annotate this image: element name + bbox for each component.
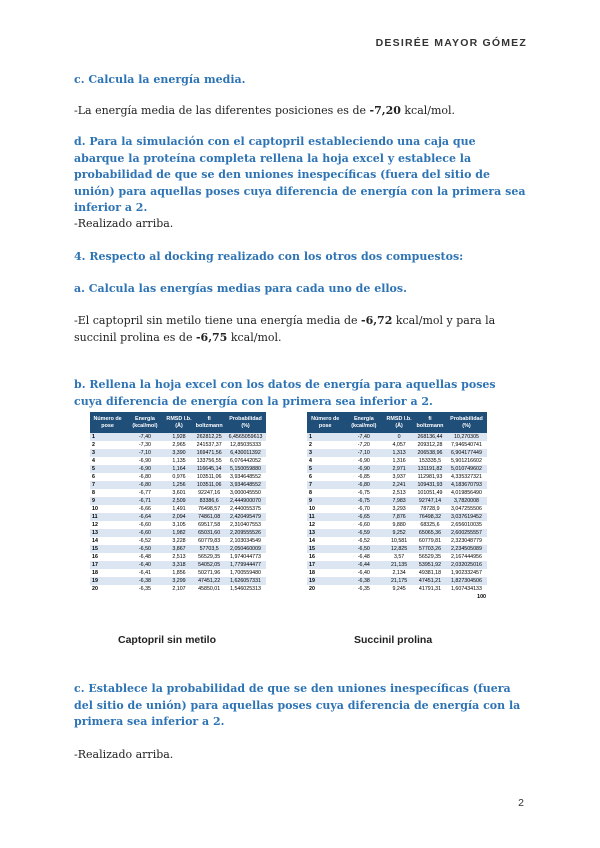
table-cell: -6,38: [343, 577, 384, 585]
table-header-cell: fi boltzmann: [414, 412, 446, 433]
table-cell: 5: [307, 465, 343, 473]
table-cell: -7,10: [343, 449, 384, 457]
table-cell: 15: [90, 545, 125, 553]
table-cell: 9: [307, 497, 343, 505]
table-cell: -6,35: [125, 585, 165, 593]
table-cell: 153335,5: [414, 457, 446, 465]
table-header-cell: Número de pose: [307, 412, 343, 433]
table-cell: 112981,93: [414, 473, 446, 481]
table-cell: 1,135: [165, 457, 194, 465]
table-cell: 2,241: [384, 481, 414, 489]
text-run: -La energía media de las diferentes posiciones es de: [74, 104, 370, 117]
table-cell: 1,779944477: [225, 561, 266, 569]
table-cell: 9,252: [384, 529, 414, 537]
table-cell: 3,228: [165, 537, 194, 545]
section-4-heading: 4. Respecto al docking realizado con los otros dos compuestos:: [74, 250, 464, 263]
table-cell: 21,135: [384, 561, 414, 569]
table-row: [307, 577, 487, 585]
table-cell: 2,509: [165, 497, 194, 505]
table-cell: -6,40: [125, 561, 165, 569]
table-cell: 45850,01: [193, 585, 225, 593]
table-cell: 1,626057331: [225, 577, 266, 585]
table-cell: 7,946540741: [446, 441, 487, 449]
table-cell: 3: [90, 449, 125, 457]
table-cell: 2,032025016: [446, 561, 487, 569]
table-cell: 2,134: [384, 569, 414, 577]
table-row: [307, 513, 487, 521]
table-cell: 1: [307, 433, 343, 441]
table-row: [90, 577, 266, 585]
text-run: -El captopril sin metilo tiene una energía media de: [74, 314, 361, 327]
table-cell: 9,245: [384, 585, 414, 593]
table-cell: 4,019856490: [446, 489, 487, 497]
table-row: [307, 441, 487, 449]
table-cell: [384, 593, 414, 601]
table-cell: 3,318: [165, 561, 194, 569]
table-row: [307, 537, 487, 545]
table-cell: 12,85035333: [225, 441, 266, 449]
table-header-cell: fi boltzmann: [193, 412, 225, 433]
table-cell: 1,313: [384, 449, 414, 457]
table-cell: 12: [307, 521, 343, 529]
captopril-sin-metilo-table: [90, 412, 266, 593]
table-row: [90, 465, 266, 473]
table-row: [307, 449, 487, 457]
table-row: [307, 585, 487, 593]
table-row: [90, 553, 266, 561]
table-cell: 10: [90, 505, 125, 513]
table-row: [307, 481, 487, 489]
table-cell: 10,270305: [446, 433, 487, 441]
table-cell: -6,48: [343, 553, 384, 561]
table-cell: 3,57: [384, 553, 414, 561]
table-cell: 76498,32: [414, 513, 446, 521]
caption-captopril-sin-metilo: Captopril sin metilo: [118, 634, 217, 646]
table-cell: 2,323048779: [446, 537, 487, 545]
table-cell: 76498,57: [193, 505, 225, 513]
table-header-cell: RMSD l.b. (Å): [384, 412, 414, 433]
table-row: [90, 545, 266, 553]
table-cell: -6,64: [125, 513, 165, 521]
table-cell: 47451,21: [414, 577, 446, 585]
table-cell: -6,60: [343, 521, 384, 529]
table-cell: -6,66: [125, 505, 165, 513]
table-cell: -7,20: [343, 441, 384, 449]
section-c2-heading: c. Establece la probabilidad de que se den uniones inespecíficas (fuera del sitio de unión) para aquellas poses cuya diferencia de energía con la primera sea inferior a 2.: [74, 682, 521, 728]
table-cell: -7,40: [343, 433, 384, 441]
table-cell: 3: [307, 449, 343, 457]
table-cell: 3,293: [384, 505, 414, 513]
section-c2-answer: -Realizado arriba.: [74, 748, 174, 761]
table-cell: 13: [307, 529, 343, 537]
table-cell: 169471,56: [193, 449, 225, 457]
text-run: kcal/mol.: [400, 104, 456, 117]
table-row: [307, 521, 487, 529]
table-cell: 17: [307, 561, 343, 569]
table-cell: -6,44: [343, 561, 384, 569]
table-cell: 57703,26: [414, 545, 446, 553]
table-cell: 1,607434133: [446, 585, 487, 593]
table-cell: 2: [307, 441, 343, 449]
table-body: [307, 433, 487, 601]
table-cell: 14: [90, 537, 125, 545]
table-cell: 5,150059880: [225, 465, 266, 473]
table-cell: 47451,22: [193, 577, 225, 585]
table-cell: -6,71: [125, 497, 165, 505]
table-cell: 56529,35: [414, 553, 446, 561]
table-cell: 68325,6: [414, 521, 446, 529]
table-total-row: [307, 593, 487, 601]
table-row: [90, 433, 266, 441]
table-cell: 15: [307, 545, 343, 553]
text-run: kcal/mol y para la succinil prolina es de: [74, 314, 496, 344]
table-header-cell: Energía (kcal/mol): [343, 412, 384, 433]
section-d-heading: d. Para la simulación con el captopril estableciendo una caja que abarque la proteína completa rellena la hoja excel y establece la probabilidad de que se den uniones inespecíficas (fuera del sitio de unión) para aquellas poses cuya diferencia de energía con la primera sea inferior a 2.: [74, 135, 526, 214]
table-row: [90, 529, 266, 537]
table-row: [307, 433, 487, 441]
table-cell: 56529,35: [193, 553, 225, 561]
table-cell: [414, 593, 446, 601]
table-cell: 3,934648552: [225, 473, 266, 481]
table-cell: 2,513: [165, 553, 194, 561]
table-cell: -6,52: [125, 537, 165, 545]
table-cell: 65031,60: [193, 529, 225, 537]
table-row: [90, 585, 266, 593]
table-cell: 53951,92: [414, 561, 446, 569]
table-cell: 3,7820008: [446, 497, 487, 505]
table-cell: 209312,28: [414, 441, 446, 449]
table-cell: 9,880: [384, 521, 414, 529]
table-row: [307, 569, 487, 577]
table-cell: 60779,81: [414, 537, 446, 545]
table-cell: -6,48: [125, 553, 165, 561]
table-cell: 2,234505089: [446, 545, 487, 553]
table-cell: 3,047255506: [446, 505, 487, 513]
table-cell: -6,75: [343, 489, 384, 497]
table-cell: -7,40: [125, 433, 165, 441]
table-header-row: [307, 412, 487, 433]
table-cell: 5,010749602: [446, 465, 487, 473]
table-cell: -6,80: [125, 473, 165, 481]
table-cell: 1,546025313: [225, 585, 266, 593]
table-cell: 18: [307, 569, 343, 577]
table-row: [90, 505, 266, 513]
section-d-answer: -Realizado arriba.: [74, 217, 174, 230]
table-cell: 1,164: [165, 465, 194, 473]
author-header: DESIRÉE MAYOR GÓMEZ: [375, 37, 527, 49]
table-cell: -7,10: [125, 449, 165, 457]
table-row: [307, 529, 487, 537]
table-cell: 2,971: [384, 465, 414, 473]
table-row: [90, 457, 266, 465]
table-cell: 7,983: [384, 497, 414, 505]
table-cell: -6,85: [343, 473, 384, 481]
table-cell: 268136,44: [414, 433, 446, 441]
table-cell: 1,256: [165, 481, 194, 489]
table-cell: 7,876: [384, 513, 414, 521]
table-body: [90, 433, 266, 593]
table-row: [307, 465, 487, 473]
table-cell: 6,430011392: [225, 449, 266, 457]
table-cell: 20: [90, 585, 125, 593]
table-cell: 1,856: [165, 569, 194, 577]
table-cell: 6,076442052: [225, 457, 266, 465]
energy-value: -6,72: [361, 314, 393, 327]
table-header-cell: Probabilidad (%): [446, 412, 487, 433]
table-cell: 5,901216602: [446, 457, 487, 465]
table-cell: 4: [90, 457, 125, 465]
table-cell: 2,656010035: [446, 521, 487, 529]
table-cell: 13: [90, 529, 125, 537]
table-cell: 1,982: [165, 529, 194, 537]
table-cell: 74861,08: [193, 513, 225, 521]
table-cell: 3,601: [165, 489, 194, 497]
table-cell: -6,41: [125, 569, 165, 577]
table-cell: 131191,82: [414, 465, 446, 473]
table-row: [307, 473, 487, 481]
table-cell: -6,65: [343, 513, 384, 521]
table-row: [307, 553, 487, 561]
table-cell: 92747,14: [414, 497, 446, 505]
table-cell: 16: [90, 553, 125, 561]
table-cell: 2,440055375: [225, 505, 266, 513]
table-cell: -6,38: [125, 577, 165, 585]
table-cell: 2,103034549: [225, 537, 266, 545]
table-cell: 7: [90, 481, 125, 489]
table-cell: 0: [384, 433, 414, 441]
table-cell: 1,827304506: [446, 577, 487, 585]
table-header-cell: Probabilidad (%): [225, 412, 266, 433]
table-cell: 20: [307, 585, 343, 593]
table-cell: -6,70: [343, 505, 384, 513]
table-cell: -6,90: [343, 457, 384, 465]
table-cell: 83386,6: [193, 497, 225, 505]
table-cell: 8: [307, 489, 343, 497]
energy-value: -6,75: [195, 330, 228, 344]
table-cell: -6,50: [125, 545, 165, 553]
table-row: [307, 505, 487, 513]
table-row: [307, 457, 487, 465]
table-row: [90, 561, 266, 569]
table-row: [307, 489, 487, 497]
table-cell: 103511,06: [193, 473, 225, 481]
table-cell: -6,40: [343, 569, 384, 577]
table-cell: -6,50: [343, 545, 384, 553]
table-cell: 1,700559480: [225, 569, 266, 577]
table-cell: 2: [90, 441, 125, 449]
table-cell: 1,491: [165, 505, 194, 513]
caption-succinil-prolina: Succinil prolina: [354, 634, 433, 646]
table-cell: 18: [90, 569, 125, 577]
table-cell: 10: [307, 505, 343, 513]
table-cell: 116645,14: [193, 465, 225, 473]
table-cell: 3,037619452: [446, 513, 487, 521]
table-cell: 1,316: [384, 457, 414, 465]
table-cell: 109431,93: [414, 481, 446, 489]
table-cell: 60779,83: [193, 537, 225, 545]
table-cell: 11: [307, 513, 343, 521]
table-cell: 3,299: [165, 577, 194, 585]
table-cell: 92247,16: [193, 489, 225, 497]
table-cell: 50271,96: [193, 569, 225, 577]
table-cell: 2,444900070: [225, 497, 266, 505]
table-cell: 241537,37: [193, 441, 225, 449]
section-b-heading: b. Rellena la hoja excel con los datos de energía para aquellas poses cuya diferencia de energía con la primera sea inferior a 2.: [74, 378, 496, 408]
table-cell: 65065,36: [414, 529, 446, 537]
table-cell: 41791,31: [414, 585, 446, 593]
table-row: [90, 521, 266, 529]
table-cell: 3,105: [165, 521, 194, 529]
table-cell: -6,35: [343, 585, 384, 593]
table-cell: 7: [307, 481, 343, 489]
table-header-cell: RMSD l.b. (Å): [165, 412, 194, 433]
succinil-prolina-table: [307, 412, 487, 601]
table-row: [90, 569, 266, 577]
table-cell: 0,976: [165, 473, 194, 481]
table-cell: 12,825: [384, 545, 414, 553]
table-cell: 3,937: [384, 473, 414, 481]
table-cell: 2,420495479: [225, 513, 266, 521]
table-cell: -6,52: [343, 537, 384, 545]
table-cell: -6,90: [125, 457, 165, 465]
table-cell: 49381,18: [414, 569, 446, 577]
table-row: [90, 489, 266, 497]
table-cell: -6,90: [125, 465, 165, 473]
table-cell: 4: [307, 457, 343, 465]
table-cell: 5: [90, 465, 125, 473]
table-cell: -6,59: [343, 529, 384, 537]
table-cell: 2,209555526: [225, 529, 266, 537]
table-cell: -7,30: [125, 441, 165, 449]
table-cell: 2,050460009: [225, 545, 266, 553]
table-cell: -6,60: [125, 521, 165, 529]
table-cell: 206538,96: [414, 449, 446, 457]
table-row: [90, 481, 266, 489]
table-cell: 100: [446, 593, 487, 601]
table-row: [307, 561, 487, 569]
table-cell: 3,000045550: [225, 489, 266, 497]
table-row: [307, 497, 487, 505]
table-header-cell: Energía (kcal/mol): [125, 412, 165, 433]
table-row: [307, 545, 487, 553]
table-row: [90, 537, 266, 545]
table-cell: -6,75: [343, 497, 384, 505]
table-cell: 21,175: [384, 577, 414, 585]
table-cell: 1,974044773: [225, 553, 266, 561]
table-cell: 16: [307, 553, 343, 561]
table-cell: 8: [90, 489, 125, 497]
table-header-row: [90, 412, 266, 433]
table-cell: 2,600255557: [446, 529, 487, 537]
table-cell: 4,057: [384, 441, 414, 449]
table-row: [90, 473, 266, 481]
table-row: [90, 497, 266, 505]
table-cell: 1,902332457: [446, 569, 487, 577]
table-cell: [343, 593, 384, 601]
section-a-heading: a. Calcula las energías medias para cada uno de ellos.: [74, 282, 407, 295]
energy-value: -7,20: [369, 104, 401, 117]
table-cell: 12: [90, 521, 125, 529]
table-header-cell: Número de pose: [90, 412, 125, 433]
table-cell: 11: [90, 513, 125, 521]
table-cell: 6: [307, 473, 343, 481]
table-cell: 78728,9: [414, 505, 446, 513]
table-cell: 6,4565059613: [225, 433, 266, 441]
page-number: 2: [518, 797, 524, 809]
table-cell: 19: [90, 577, 125, 585]
table-cell: -6,80: [125, 481, 165, 489]
table-cell: 1,928: [165, 433, 194, 441]
table-cell: 6,904177449: [446, 449, 487, 457]
table-cell: 103511,06: [193, 481, 225, 489]
table-cell: 101051,49: [414, 489, 446, 497]
table-cell: 4,183670793: [446, 481, 487, 489]
table-cell: 69517,58: [193, 521, 225, 529]
table-cell: 1: [90, 433, 125, 441]
table-cell: 54052,05: [193, 561, 225, 569]
table-cell: 10,581: [384, 537, 414, 545]
table-cell: 57703,5: [193, 545, 225, 553]
table-cell: 4,335327321: [446, 473, 487, 481]
table-cell: 2,310407553: [225, 521, 266, 529]
table-cell: -6,77: [125, 489, 165, 497]
table-row: [90, 513, 266, 521]
table-cell: 17: [90, 561, 125, 569]
table-cell: 2,965: [165, 441, 194, 449]
table-cell: 2,107: [165, 585, 194, 593]
table-cell: [307, 593, 343, 601]
table-cell: 2,167444956: [446, 553, 487, 561]
table-row: [90, 449, 266, 457]
section-a-answer: [74, 313, 526, 346]
table-cell: 3,867: [165, 545, 194, 553]
table-cell: 2,094: [165, 513, 194, 521]
table-cell: 19: [307, 577, 343, 585]
table-cell: -6,90: [343, 465, 384, 473]
section-c-answer: [74, 103, 526, 120]
table-cell: 2,513: [384, 489, 414, 497]
table-cell: -6,80: [343, 481, 384, 489]
text-run: kcal/mol.: [227, 330, 282, 344]
table-row: [90, 441, 266, 449]
table-cell: 262812,25: [193, 433, 225, 441]
table-cell: 9: [90, 497, 125, 505]
table-cell: 6: [90, 473, 125, 481]
table-cell: 3,934648552: [225, 481, 266, 489]
table-cell: 3,390: [165, 449, 194, 457]
table-cell: 133756,55: [193, 457, 225, 465]
table-cell: -6,60: [125, 529, 165, 537]
table-cell: 14: [307, 537, 343, 545]
section-c-heading: c. Calcula la energía media.: [74, 73, 246, 86]
